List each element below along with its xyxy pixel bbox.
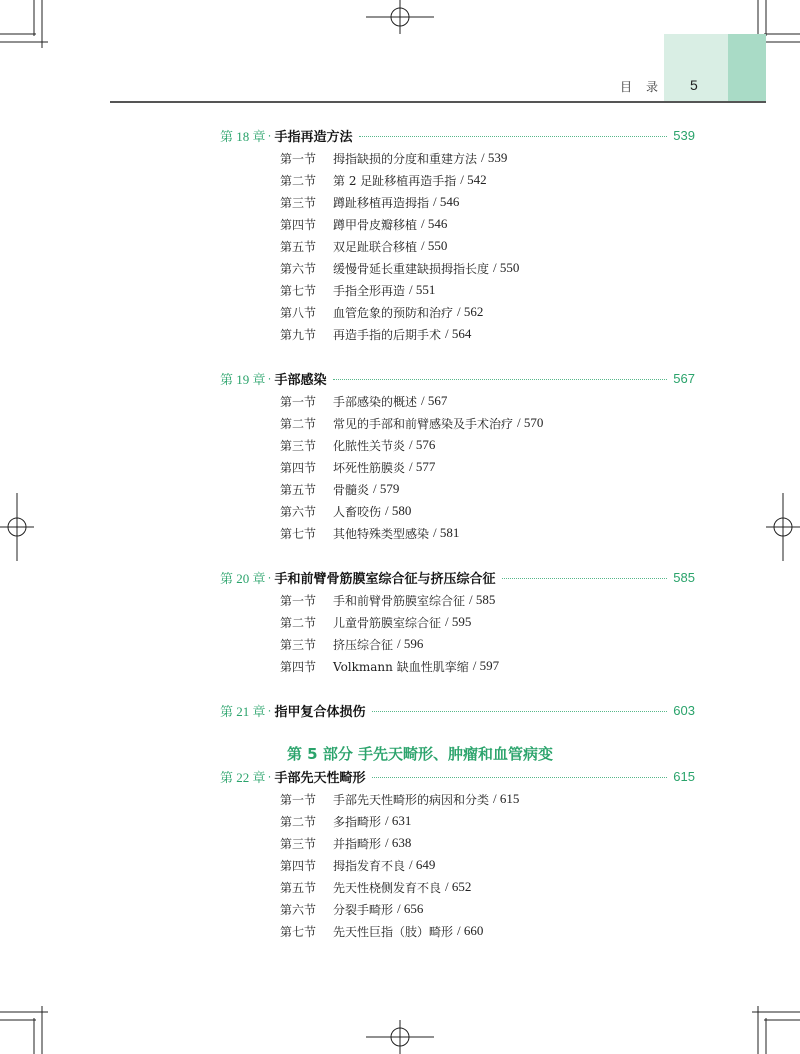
toc-section[interactable] [280,502,411,520]
toc-section[interactable] [280,171,487,189]
section-label: 第四节 [280,659,317,674]
chapter-number: 第 20 章 [220,570,266,586]
toc-chapter-20[interactable] [220,568,695,586]
section-title: 人畜咬伤 [333,504,382,519]
dot-leader [372,711,668,712]
section-title: 蹲趾移植再造拇指 [333,195,430,210]
toc-section[interactable] [280,812,411,830]
running-header-title: 目录 [620,80,673,94]
section-page: / 550 [421,238,448,253]
toc-section[interactable] [280,657,499,675]
section-title: 拇指发育不良 [333,858,406,873]
section-page: / 615 [493,791,520,806]
chapter-dot: · [267,703,272,717]
section-label: 第五节 [280,482,317,497]
chapter-title: 手部感染 [274,372,327,388]
section-page: / 570 [517,415,544,430]
section-page: / 577 [409,459,436,474]
section-page: / 542 [460,172,487,187]
chapter-dot: · [267,769,272,783]
toc-section[interactable] [280,922,483,940]
section-page: / 656 [397,901,424,916]
section-label: 第八节 [280,305,317,320]
section-title: 多指畸形 [333,814,382,829]
toc-section[interactable] [280,414,543,432]
page-number: 5 [690,77,698,93]
chapter-number: 第 22 章 [220,769,266,785]
chapter-title: 手指再造方法 [274,129,353,145]
section-page: / 550 [493,260,520,275]
section-page: / 596 [397,636,424,651]
section-label: 第三节 [280,195,317,210]
toc-section[interactable] [280,480,399,498]
section-title: 手部先天性畸形的病因和分类 [333,792,490,807]
toc-chapter-21[interactable] [220,701,695,719]
chapter-title: 指甲复合体损伤 [274,704,366,720]
toc-chapter-19[interactable] [220,369,695,387]
section-label: 第一节 [280,151,317,166]
section-page: / 562 [457,304,484,319]
section-page: / 567 [421,393,448,408]
section-label: 第一节 [280,593,317,608]
section-label: 第一节 [280,394,317,409]
chapter-dot: · [267,570,272,584]
section-label: 第六节 [280,504,317,519]
section-label: 第七节 [280,526,317,541]
toc-chapter-22[interactable] [220,767,695,785]
section-label: 第六节 [280,261,317,276]
chapter-number: 第 18 章 [220,128,266,144]
section-title: 常见的手部和前臂感染及手术治疗 [333,416,514,431]
section-title: 第 2 足趾移植再造手指 [333,173,457,188]
chapter-number: 第 19 章 [220,371,266,387]
section-title: 手指全形再造 [333,283,406,298]
chapter-page: 567 [673,370,695,386]
section-label: 第五节 [280,239,317,254]
section-page: / 576 [409,437,436,452]
section-page: / 546 [421,216,448,231]
chapter-page: 539 [673,127,695,143]
toc-section[interactable] [280,325,471,343]
section-label: 第一节 [280,792,317,807]
chapter-dot: · [267,128,272,142]
toc-section[interactable] [280,591,495,609]
toc-section[interactable] [280,856,435,874]
section-page: / 652 [445,879,472,894]
section-title: 挤压综合征 [333,637,394,652]
section-label: 第六节 [280,902,317,917]
section-title: Volkmann 缺血性肌挛缩 [333,659,469,674]
toc-section[interactable] [280,458,435,476]
section-title: 拇指缺损的分度和重建方法 [333,151,478,166]
chapter-page: 615 [673,768,695,784]
section-page: / 649 [409,857,436,872]
section-label: 第二节 [280,173,317,188]
section-title: 先天性桡侧发育不良 [333,880,442,895]
section-page: / 579 [373,481,400,496]
section-label: 第五节 [280,880,317,895]
section-title: 双足趾联合移植 [333,239,418,254]
section-label: 第九节 [280,327,317,342]
toc-section[interactable] [280,613,471,631]
toc-section[interactable] [280,524,459,542]
section-label: 第四节 [280,217,317,232]
section-title: 骨髓炎 [333,482,370,497]
section-page: / 551 [409,282,436,297]
section-page: / 585 [469,592,496,607]
section-title: 再造手指的后期手术 [333,327,442,342]
section-label: 第四节 [280,858,317,873]
section-page: / 631 [385,813,412,828]
section-label: 第三节 [280,438,317,453]
section-page: / 660 [457,923,484,938]
header-rule [110,101,766,103]
section-label: 第三节 [280,637,317,652]
section-title: 手部感染的概述 [333,394,418,409]
section-page: / 580 [385,503,412,518]
section-page: / 595 [445,614,472,629]
toc-section[interactable] [280,149,507,167]
part-heading: 第 5 部分 手先天畸形、肿瘤和血管病变 [286,745,554,763]
section-label: 第七节 [280,924,317,939]
section-title: 其他特殊类型感染 [333,526,430,541]
header-tab-dark [728,34,766,102]
section-title: 先天性巨指（肢）畸形 [333,924,454,939]
dot-leader [359,136,668,137]
section-page: / 539 [481,150,508,165]
section-label: 第二节 [280,416,317,431]
chapter-dot: · [267,371,272,385]
section-label: 第七节 [280,283,317,298]
toc-section[interactable] [280,215,447,233]
section-title: 缓慢骨延长重建缺损拇指长度 [333,261,490,276]
section-label: 第三节 [280,836,317,851]
toc-section[interactable] [280,834,411,852]
chapter-page: 603 [673,702,695,718]
section-title: 手和前臂骨筋膜室综合征 [333,593,466,608]
section-page: / 597 [472,658,500,673]
dot-leader [333,379,668,380]
section-page: / 581 [433,525,460,540]
toc-chapter-18[interactable] [220,126,695,144]
toc-section[interactable] [280,281,435,299]
chapter-page: 585 [673,569,695,585]
section-title: 血管危象的预防和治疗 [333,305,454,320]
toc-section[interactable] [280,878,471,896]
toc-section[interactable] [280,436,435,454]
section-title: 坏死性筋膜炎 [333,460,406,475]
dot-leader [502,578,668,579]
dot-leader [372,777,668,778]
chapter-title: 手和前臂骨筋膜室综合征与挤压综合征 [274,571,496,587]
toc-section[interactable] [280,237,447,255]
section-title: 化脓性关节炎 [333,438,406,453]
section-title: 分裂手畸形 [333,902,394,917]
section-page: / 638 [385,835,412,850]
section-label: 第二节 [280,814,317,829]
section-page: / 546 [433,194,460,209]
chapter-number: 第 21 章 [220,703,266,719]
toc-section[interactable] [280,392,447,410]
section-label: 第四节 [280,460,317,475]
section-title: 蹲甲骨皮瓣移植 [333,217,418,232]
chapter-title: 手部先天性畸形 [274,770,366,786]
toc-section[interactable] [280,193,459,211]
toc-section[interactable] [280,900,423,918]
toc-section[interactable] [280,303,483,321]
section-title: 并指畸形 [333,836,382,851]
toc-section[interactable] [280,259,519,277]
section-page: / 564 [445,326,472,341]
toc-section[interactable] [280,790,519,808]
section-title: 儿童骨筋膜室综合征 [333,615,442,630]
toc-section[interactable] [280,635,423,653]
section-label: 第二节 [280,615,317,630]
